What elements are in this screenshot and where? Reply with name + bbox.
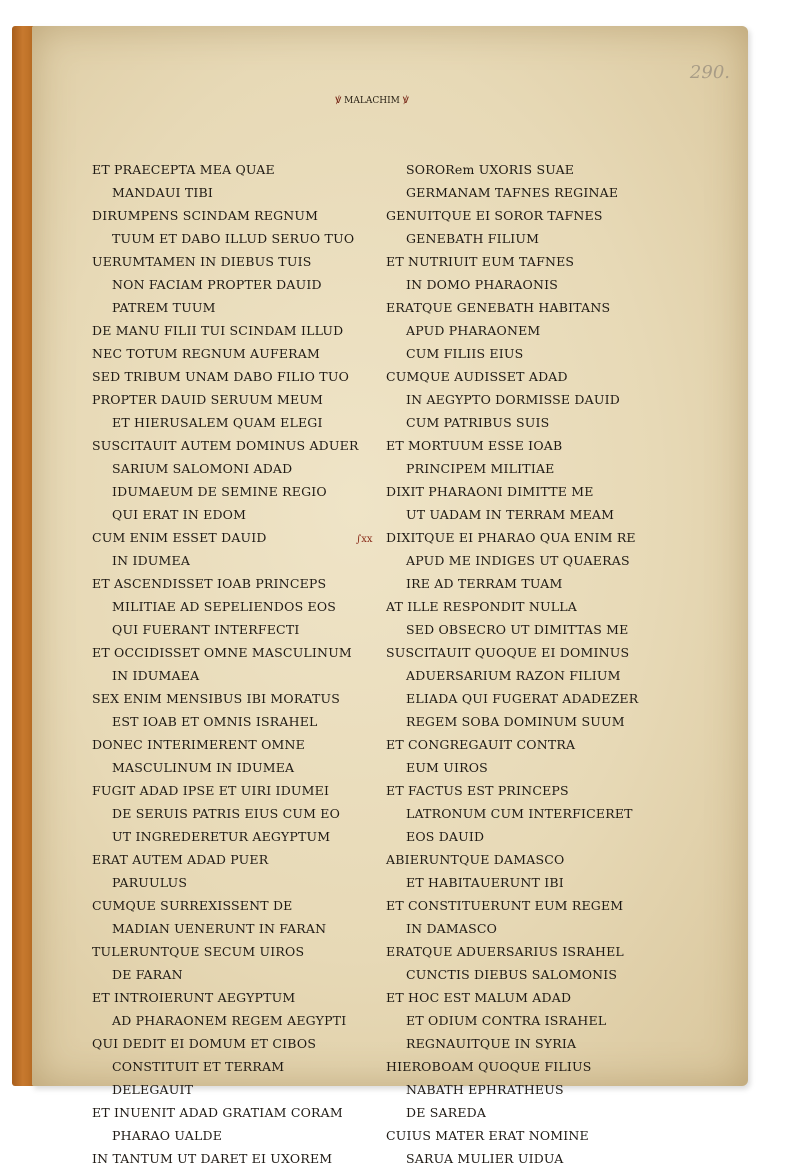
text-line: SUSCITAUIT QUOQUE EI DOMINUS bbox=[386, 645, 630, 660]
text-line: FUGIT ADAD IPSE ET UIRI IDUMEI bbox=[92, 783, 330, 798]
text-line: CUMQUE SURREXISSENT DE bbox=[92, 898, 293, 913]
text-line: UT UADAM IN TERRAM MEAM bbox=[406, 507, 615, 522]
text-line: DIXIT PHARAONI DIMITTE ME bbox=[386, 484, 594, 499]
text-line: ERAT AUTEM ADAD PUER bbox=[92, 852, 269, 867]
text-line: APUD PHARAONEM bbox=[406, 323, 541, 338]
text-line: DE MANU FILII TUI SCINDAM ILLUD bbox=[92, 323, 344, 338]
text-line: DE SERUIS PATRIS EIUS CUM EO bbox=[112, 806, 341, 821]
text-line: PHARAO UALDE bbox=[112, 1128, 223, 1143]
text-line: SARIUM SALOMONI ADAD bbox=[112, 461, 293, 476]
text-line: MASCULINUM IN IDUMEA bbox=[112, 760, 295, 775]
text-line: SORORem UXORIS SUAE bbox=[406, 162, 575, 177]
text-line: QUI DEDIT EI DOMUM ET CIBOS bbox=[92, 1036, 317, 1051]
text-line: GENEBATH FILIUM bbox=[406, 231, 540, 246]
text-line: AT ILLE RESPONDIT NULLA bbox=[386, 599, 577, 614]
text-line: NON FACIAM PROPTER DAUID bbox=[112, 277, 322, 292]
text-line: DE SAREDA bbox=[406, 1105, 487, 1120]
text-line: SED OBSECRO UT DIMITTAS ME bbox=[406, 622, 629, 637]
text-line: IN IDUMEA bbox=[112, 553, 191, 568]
marginal-section-note: ∫xx bbox=[356, 534, 373, 545]
text-line: DONEC INTERIMERENT OMNE bbox=[92, 737, 305, 752]
text-line: NEC TOTUM REGNUM AUFERAM bbox=[92, 346, 320, 361]
text-line: ET HIERUSALEM QUAM ELEGI bbox=[112, 415, 323, 430]
left-text-column bbox=[92, 158, 392, 1170]
text-line: ABIERUNTQUE DAMASCO bbox=[386, 852, 565, 867]
text-line: ET HOC EST MALUM ADAD bbox=[386, 990, 572, 1005]
text-line: GENUITQUE EI SOROR TAFNES bbox=[386, 208, 603, 223]
text-line: PATREM TUUM bbox=[112, 300, 216, 315]
text-line: ADUERSARIUM RAZON FILIUM bbox=[406, 668, 621, 683]
text-line: ET ODIUM CONTRA ISRAHEL bbox=[406, 1013, 607, 1028]
text-line: ET FACTUS EST PRINCEPS bbox=[386, 783, 569, 798]
text-line: DE FARAN bbox=[112, 967, 183, 982]
text-line: AD PHARAONEM REGEM AEGYPTI bbox=[112, 1013, 347, 1028]
text-line: SARUA MULIER UIDUA bbox=[406, 1151, 564, 1166]
text-line: GERMANAM TAFNES REGINAE bbox=[406, 185, 619, 200]
text-line: DIRUMPENS SCINDAM REGNUM bbox=[92, 208, 319, 223]
text-line: APUD ME INDIGES UT QUAERAS bbox=[406, 553, 630, 568]
text-line: UT INGREDERETUR AEGYPTUM bbox=[112, 829, 331, 844]
right-text-column bbox=[386, 158, 686, 1170]
text-line: ET ASCENDISSET IOAB PRINCEPS bbox=[92, 576, 327, 591]
text-line: REGNAUITQUE IN SYRIA bbox=[406, 1036, 577, 1051]
text-line: SEX ENIM MENSIBUS IBI MORATUS bbox=[92, 691, 341, 706]
running-head-ornament-right-icon: ꝟ bbox=[402, 92, 409, 106]
text-line: ET NUTRIUIT EUM TAFNES bbox=[386, 254, 575, 269]
text-line: TULERUNTQUE SECUM UIROS bbox=[92, 944, 305, 959]
text-line: CUNCTIS DIEBUS SALOMONIS bbox=[406, 967, 618, 982]
text-line: ET INTROIERUNT AEGYPTUM bbox=[92, 990, 296, 1005]
text-line: ET HABITAUERUNT IBI bbox=[406, 875, 564, 890]
text-line: CUM PATRIBUS SUIS bbox=[406, 415, 550, 430]
text-line: ET MORTUUM ESSE IOAB bbox=[386, 438, 563, 453]
text-line: ET PRAECEPTA MEA QUAE bbox=[92, 162, 275, 177]
text-line: CONSTITUIT ET TERRAM bbox=[112, 1059, 285, 1074]
running-head-text: MALACHIM bbox=[344, 96, 400, 106]
text-line: ERATQUE ADUERSARIUS ISRAHEL bbox=[386, 944, 624, 959]
text-line: SED TRIBUM UNAM DABO FILIO TUO bbox=[92, 369, 350, 384]
text-line: ERATQUE GENEBATH HABITANS bbox=[386, 300, 611, 315]
text-line: IRE AD TERRAM TUAM bbox=[406, 576, 563, 591]
text-line: PARUULUS bbox=[112, 875, 188, 890]
text-line: MILITIAE AD SEPELIENDOS EOS bbox=[112, 599, 337, 614]
folio-page bbox=[32, 26, 748, 1166]
text-line: LATRONUM CUM INTERFICERET bbox=[406, 806, 633, 821]
text-line: QUI FUERANT INTERFECTI bbox=[112, 622, 300, 637]
text-line: IN DAMASCO bbox=[406, 921, 498, 936]
text-line: ELIADA QUI FUGERAT ADADEZER bbox=[406, 691, 639, 706]
text-line: MANDAUI TIBI bbox=[112, 185, 214, 200]
text-line: IN AEGYPTO DORMISSE DAUID bbox=[406, 392, 620, 407]
text-line: DIXITQUE EI PHARAO QUA ENIM RE bbox=[386, 530, 636, 545]
text-line: PRINCIPEM MILITIAE bbox=[406, 461, 555, 476]
text-line: QUI ERAT IN EDOM bbox=[112, 507, 247, 522]
running-head-ornament-left-icon: ꝟ bbox=[335, 92, 342, 106]
text-line: NABATH EPHRATHEUS bbox=[406, 1082, 564, 1097]
text-line: IN TANTUM UT DARET EI UXOREM bbox=[92, 1151, 333, 1166]
text-line: DELEGAUIT bbox=[112, 1082, 194, 1097]
text-line: ET OCCIDISSET OMNE MASCULINUM bbox=[92, 645, 352, 660]
text-line: IN IDUMAEA bbox=[112, 668, 200, 683]
text-line: ET INUENIT ADAD GRATIAM CORAM bbox=[92, 1105, 343, 1120]
folio-number: 290. bbox=[689, 62, 730, 83]
text-line: SUSCITAUIT AUTEM DOMINUS ADUER bbox=[92, 438, 359, 453]
text-line: ET CONSTITUERUNT EUM REGEM bbox=[386, 898, 624, 913]
text-line: TUUM ET DABO ILLUD SERUO TUO bbox=[112, 231, 355, 246]
text-line: CUM ENIM ESSET DAUID bbox=[92, 530, 267, 545]
running-head bbox=[302, 90, 442, 107]
text-line: UERUMTAMEN IN DIEBUS TUIS bbox=[92, 254, 312, 269]
text-line: MADIAN UENERUNT IN FARAN bbox=[112, 921, 327, 936]
text-line: IDUMAEUM DE SEMINE REGIO bbox=[112, 484, 327, 499]
text-line: CUM FILIIS EIUS bbox=[406, 346, 524, 361]
text-line: EUM UIROS bbox=[406, 760, 488, 775]
text-line: HIEROBOAM QUOQUE FILIUS bbox=[386, 1059, 592, 1074]
text-line: REGEM SOBA DOMINUM SUUM bbox=[406, 714, 625, 729]
text-line: CUIUS MATER ERAT NOMINE bbox=[386, 1128, 589, 1143]
text-line: EST IOAB ET OMNIS ISRAHEL bbox=[112, 714, 318, 729]
text-line: ET CONGREGAUIT CONTRA bbox=[386, 737, 576, 752]
text-line: EOS DAUID bbox=[406, 829, 485, 844]
text-line: CUMQUE AUDISSET ADAD bbox=[386, 369, 568, 384]
text-line: PROPTER DAUID SERUUM MEUM bbox=[92, 392, 324, 407]
text-line: IN DOMO PHARAONIS bbox=[406, 277, 559, 292]
